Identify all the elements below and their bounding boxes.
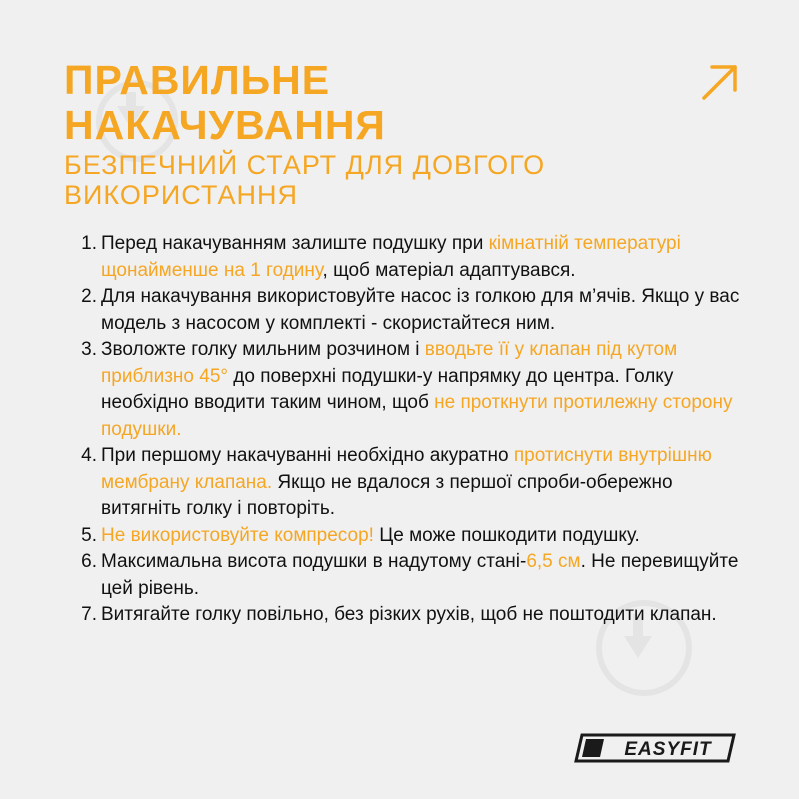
step-item bbox=[64, 602, 744, 629]
steps-list bbox=[64, 231, 744, 629]
step-number: 3. bbox=[81, 339, 97, 360]
step-text-segment: Це може пошкодити подушку. bbox=[373, 524, 640, 546]
step-text-segment: Перед накачуванням залиште подушку при bbox=[101, 233, 489, 254]
highlighted-text: Не використовуйте компресор! bbox=[101, 524, 374, 546]
step-text-segment: Зволожте голку мильним розчином і bbox=[101, 339, 425, 360]
step-number: 2. bbox=[81, 286, 97, 307]
step-text-segment: Максимальна висота подушки в надутому стані- bbox=[101, 551, 527, 572]
step-number: 1. bbox=[81, 233, 97, 254]
step-text bbox=[101, 602, 744, 629]
step-text bbox=[101, 337, 744, 443]
easyfit-logo bbox=[574, 733, 736, 763]
step-text bbox=[101, 443, 744, 523]
step-item bbox=[64, 231, 744, 284]
step-number: 6. bbox=[81, 551, 97, 572]
step-text-segment: до поверхні подушки-у напрямку до центра. Голку необхідно вводити таким чином, щоб bbox=[101, 365, 674, 413]
step-item bbox=[64, 284, 744, 337]
step-text-segment: Якщо не вдалося з першої спроби-обережно витягніть голку і повторіть. bbox=[101, 471, 673, 519]
step-text-segment: Витягайте голку повільно, без різких рухів, щоб не поштодити клапан. bbox=[101, 604, 717, 625]
step-number: 4. bbox=[81, 445, 97, 466]
step-text bbox=[101, 231, 744, 284]
svg-text:EASYFIT: EASYFIT bbox=[624, 739, 712, 760]
step-text bbox=[101, 523, 744, 550]
page-title: ПРАВИЛЬНЕ НАКАЧУВАННЯ bbox=[64, 57, 386, 148]
highlighted-text: не проткнути протилежну сторону подушки. bbox=[101, 392, 733, 440]
step-text-segment: . Не перевищуйте цей рівень. bbox=[101, 551, 739, 599]
step-text-segment: Для накачування використовуйте насос із голкою для м’ячів. Якщо у вас модель з насосом у комплекті - скористайтеся ним. bbox=[101, 286, 740, 334]
page-subtitle: БЕЗПЕЧНИЙ СТАРТ ДЛЯ ДОВГОГО ВИКОРИСТАННЯ bbox=[64, 150, 546, 210]
watermark-arrow bbox=[624, 636, 652, 658]
step-item bbox=[64, 337, 744, 443]
step-number: 7. bbox=[81, 604, 97, 625]
step-item bbox=[64, 523, 744, 550]
highlighted-text: 6,5 см bbox=[526, 551, 581, 572]
step-text-segment: При першому накачуванні необхідно акуратно bbox=[101, 445, 514, 466]
arrow-up-right-icon bbox=[700, 62, 740, 102]
highlighted-text: кімнатній температурі щонайменше на 1 годину bbox=[101, 233, 681, 281]
step-number: 5. bbox=[81, 524, 97, 546]
highlighted-text: вводьте її у клапан під кутом приблизно 45° bbox=[101, 339, 678, 387]
step-item bbox=[64, 443, 744, 523]
step-text bbox=[101, 284, 744, 337]
step-text bbox=[101, 549, 744, 602]
step-item bbox=[64, 549, 744, 602]
step-text-segment: , щоб матеріал адаптувався. bbox=[322, 259, 576, 281]
highlighted-text: протиснути внутрішню мембрану клапана. bbox=[101, 445, 712, 493]
